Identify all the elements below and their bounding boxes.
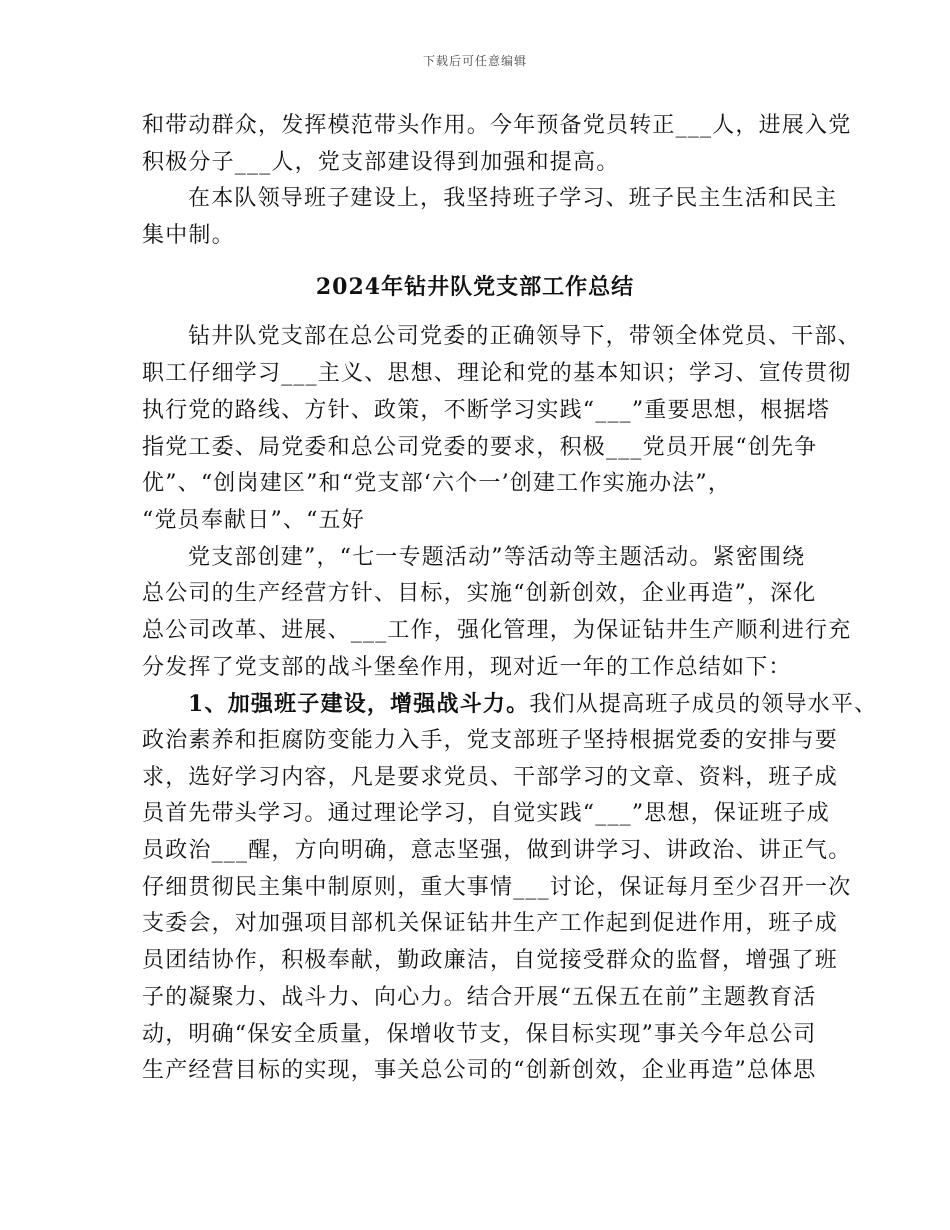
text-line: 仔细贯彻民主集中制原则，重大事情___讨论，保证每月至少召开一次 xyxy=(142,874,852,900)
text-line: 在本队领导班子建设上，我坚持班子学习、班子民主生活和民主 xyxy=(188,186,838,212)
text-line: 总公司的生产经营方针、目标，实施“创新创效，企业再造”，深化 xyxy=(142,581,817,607)
text-line: 钻井队党支部在总公司党委的正确领导下，带领全体党员、干部、 xyxy=(188,324,861,350)
text-line: 员首先带头学习。通过理论学习，自觉实践“___”思想，保证班子成 xyxy=(142,801,830,827)
text-line: 和带动群众，发挥模范带头作用。今年预备党员转正___人，进展入党 xyxy=(142,113,852,138)
section-heading: 1、加强班子建设，增强战斗力。 xyxy=(188,691,530,718)
paragraph-1 xyxy=(142,319,861,539)
page-header: 下载后可任意编辑 xyxy=(422,54,527,68)
text-line: 积极分子___人，党支部建设得到加强和提高。 xyxy=(142,149,620,175)
text-line: 支委会，对加强项目部机关保证钻井生产工作起到促进作用，班子成 xyxy=(142,911,839,937)
text-line: “党员奉献日”、“五好 xyxy=(142,507,365,533)
text-line: 总公司改革、进展、___工作，强化管理，为保证钻井生产顺利进行充 xyxy=(142,617,852,643)
text-line: 求，选好学习内容，凡是要求党员、干部学习的文章、资料，班子成 xyxy=(142,764,839,790)
document-body xyxy=(142,108,878,1090)
text-line: 党支部创建”，“七一专题活动”等活动等主题活动。紧密围绕 xyxy=(188,544,806,570)
text-line: 执行党的路线、方针、政策，不断学习实践“___”重要思想，根据塔 xyxy=(142,397,830,423)
text-line: 分发挥了党支部的战斗堡垒作用，现对近一年的工作总结如下： xyxy=(142,654,792,680)
paragraph-2 xyxy=(142,540,852,687)
text-line: 动，明确“保安全质量，保增收节支，保目标实现”事关今年总公司 xyxy=(142,1021,817,1047)
intro-section xyxy=(142,108,852,255)
text-line: 子的凝聚力、战斗力、向心力。结合开展“五保五在前”主题教育活 xyxy=(142,984,817,1010)
text-line: 员政治___醒，方向明确，意志坚强，做到讲学习、讲政治、讲正气。 xyxy=(142,838,852,864)
text-line: 生产经营目标的实现，事关总公司的“创新创效，企业再造”总体思 xyxy=(142,1058,817,1084)
text-line: 指党工委、局党委和总公司党委的要求，积极___党员开展“创先争 xyxy=(142,434,818,460)
text-line xyxy=(142,686,878,723)
text-line: 政治素养和拒腐防变能力入手，党支部班子坚持根据党委的安排与要 xyxy=(142,728,839,753)
text-line: 职工仔细学习___主义、思想、理论和党的基本知识；学习、宣传贯彻 xyxy=(142,361,852,387)
paragraph-3 xyxy=(142,686,878,1090)
text-run: 我们从提高班子成员的领导水平、 xyxy=(529,692,878,718)
text-line: 优”、“创岗建区”和“党支部‘六个一’创建工作实施办法”， xyxy=(142,471,732,497)
text-line: 员团结协作，积极奉献，勤政廉洁，自觉接受群众的监督，增强了班 xyxy=(142,948,839,974)
text-line: 集中制。 xyxy=(142,223,235,249)
document-title: 2024年钻井队党支部工作总结 xyxy=(315,273,635,300)
